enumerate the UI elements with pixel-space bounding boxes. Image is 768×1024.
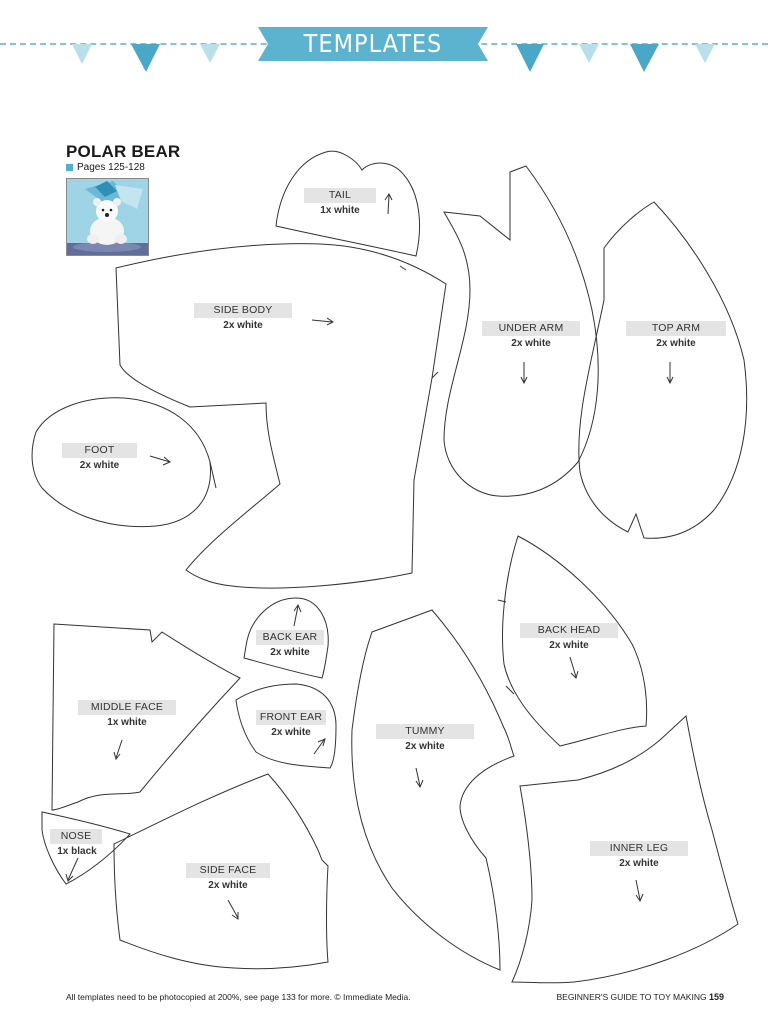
arrow-down-icon (66, 858, 78, 881)
arrow-up-icon (385, 194, 392, 214)
back-ear-label: BACK EAR (256, 630, 324, 645)
inner-leg-label: INNER LEG (590, 841, 688, 856)
top-arm-qty: 2x white (656, 338, 696, 349)
back-ear-qty: 2x white (270, 647, 310, 658)
top-arm-label: TOP ARM (626, 321, 726, 336)
middle-face-qty: 1x white (107, 717, 147, 728)
photocopy-note: All templates need to be photocopied at 200%, see page 133 for more. © Immediate Media. (66, 992, 411, 1002)
banner-title: TEMPLATES (303, 29, 443, 58)
pages-text: Pages 125-128 (77, 162, 145, 173)
tail-label: TAIL (304, 188, 376, 203)
page-number: 159 (708, 992, 724, 1002)
front-ear-qty: 2x white (271, 727, 311, 738)
under-arm-label: UNDER ARM (482, 321, 580, 336)
middle-face-label: MIDDLE FACE (78, 700, 176, 715)
back-head-label: BACK HEAD (520, 623, 618, 638)
page-footer (556, 992, 724, 1002)
arrow-down-icon (114, 740, 122, 759)
tail-qty: 1x white (320, 205, 360, 216)
side-face-qty: 2x white (208, 880, 248, 891)
arrow-up-icon (294, 605, 301, 626)
foot-qty: 2x white (79, 460, 120, 471)
arrow-right-icon (312, 318, 333, 325)
under-arm-qty: 2x white (511, 338, 551, 349)
arrow-right-icon (150, 456, 170, 465)
arrow-down-icon (667, 362, 673, 383)
foot-label: FOOT (62, 443, 137, 458)
publication-title: BEGINNER'S GUIDE TO TOY MAKING (556, 992, 707, 1002)
tummy-qty: 2x white (405, 741, 445, 752)
back-head-qty: 2x white (549, 640, 589, 651)
side-body-qty: 2x white (223, 320, 263, 331)
inner-leg-qty: 2x white (619, 858, 659, 869)
tummy-label: TUMMY (376, 724, 474, 739)
arrow-down-icon (636, 880, 643, 901)
front-ear-label: FRONT EAR (256, 710, 326, 725)
nose-qty: 1x black (57, 846, 97, 857)
arrow-down-icon (570, 657, 578, 678)
arrow-down-icon (521, 362, 527, 383)
side-body-label: SIDE BODY (194, 303, 292, 318)
project-title: POLAR BEAR (66, 142, 181, 161)
arrow-down-icon (416, 768, 423, 787)
side-face-label: SIDE FACE (186, 863, 270, 878)
arrow-up-icon (314, 739, 325, 754)
nose-label: NOSE (50, 829, 102, 844)
arrow-down-icon (228, 900, 238, 919)
